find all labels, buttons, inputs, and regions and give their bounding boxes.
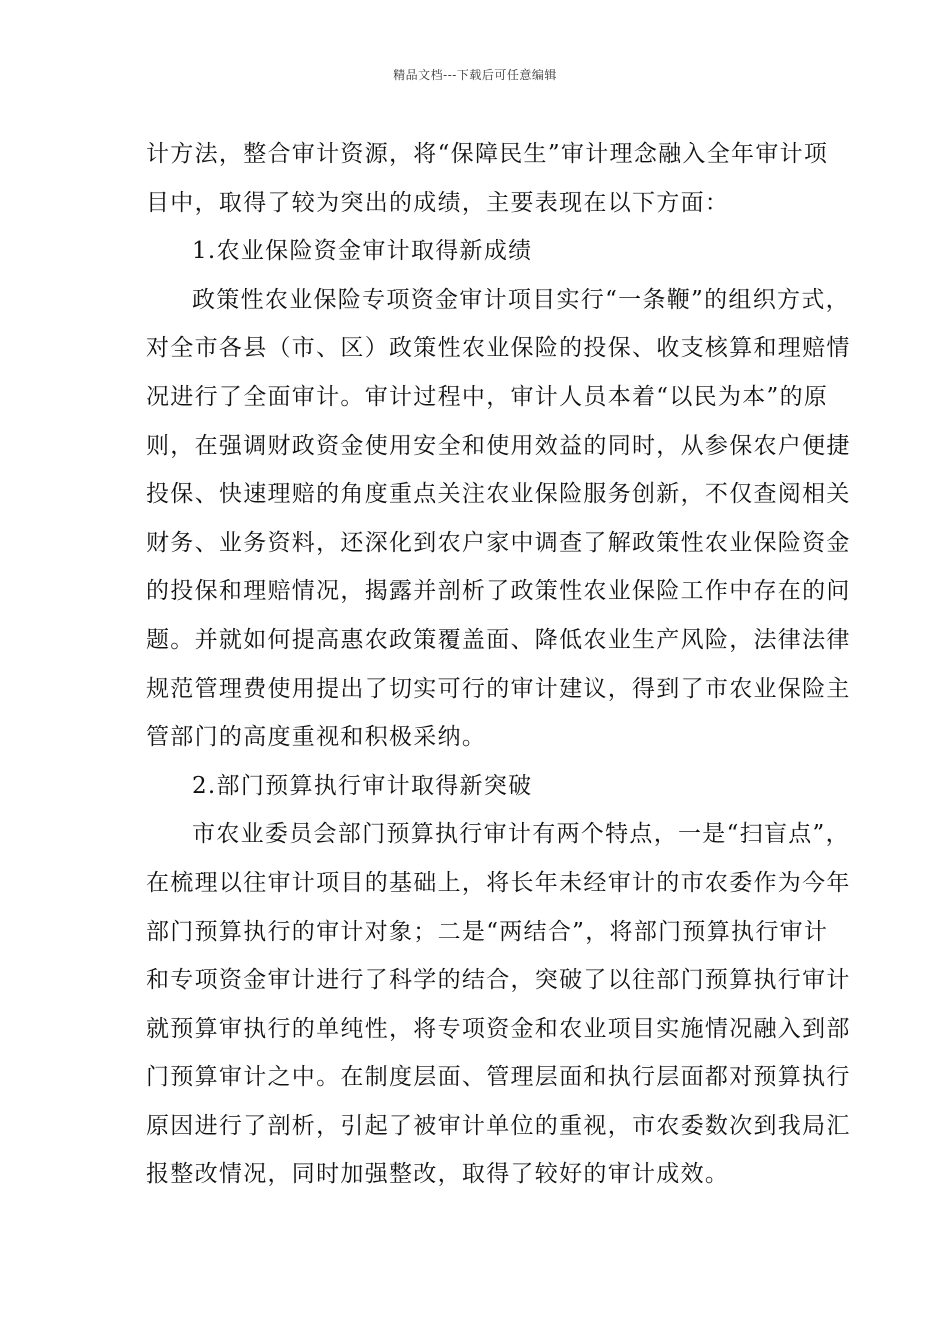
text-line: 财务、业务资料，还深化到农户家中调查了解政策性农业保险资金 — [146, 529, 851, 556]
text-line: 管部门的高度重视和积极采纳。 — [146, 724, 487, 751]
text-line: 2.部门预算执行审计取得新突破 — [192, 772, 533, 799]
text-line: 报整改情况，同时加强整改，取得了较好的审计成效。 — [146, 1161, 730, 1188]
text-line: 市农业委员会部门预算执行审计有两个特点，一是“扫盲点”， — [192, 821, 850, 848]
text-line: 目中，取得了较为突出的成绩，主要表现在以下方面： — [146, 189, 730, 216]
text-line: 计方法，整合审计资源，将“保障民生”审计理念融入全年审计项 — [146, 141, 829, 167]
text-line: 的投保和理赔情况，揭露并剖析了政策性农业保险工作中存在的问 — [146, 578, 851, 605]
text-line: 况进行了全面审计。审计过程中，审计人员本着“以民为本”的原 — [146, 383, 829, 410]
text-line: 部门预算执行的审计对象；二是“两结合”，将部门预算执行审计 — [146, 918, 829, 945]
text-line: 规范管理费使用提出了切实可行的审计建议，得到了市农业保险主 — [146, 675, 851, 702]
text-line: 对全市各县（市、区）政策性农业保险的投保、收支核算和理赔情 — [146, 335, 851, 362]
text-line: 门预算审计之中。在制度层面、管理层面和执行层面都对预算执行 — [146, 1064, 851, 1091]
text-line: 就预算审执行的单纯性，将专项资金和农业项目实施情况融入到部 — [146, 1015, 851, 1042]
text-line: 则，在强调财政资金使用安全和使用效益的同时，从参保农户便捷 — [146, 432, 851, 459]
text-line: 原因进行了剖析，引起了被审计单位的重视，市农委数次到我局汇 — [146, 1112, 851, 1139]
document-body — [146, 130, 851, 1199]
text-line: 投保、快速理赔的角度重点关注农业保险服务创新，不仅查阅相关 — [146, 481, 851, 508]
text-line: 政策性农业保险专项资金审计项目实行“一条鞭”的组织方式， — [192, 286, 850, 313]
text-line: 和专项资金审计进行了科学的结合，突破了以往部门预算执行审计 — [146, 967, 851, 994]
page-header: 精品文档---下载后可任意编辑 — [393, 68, 557, 82]
text-line: 题。并就如何提高惠农政策覆盖面、降低农业生产风险，法律法律 — [146, 626, 851, 653]
text-line: 在梳理以往审计项目的基础上，将长年未经审计的市农委作为今年 — [146, 869, 851, 896]
text-line: 1.农业保险资金审计取得新成绩 — [192, 238, 533, 265]
